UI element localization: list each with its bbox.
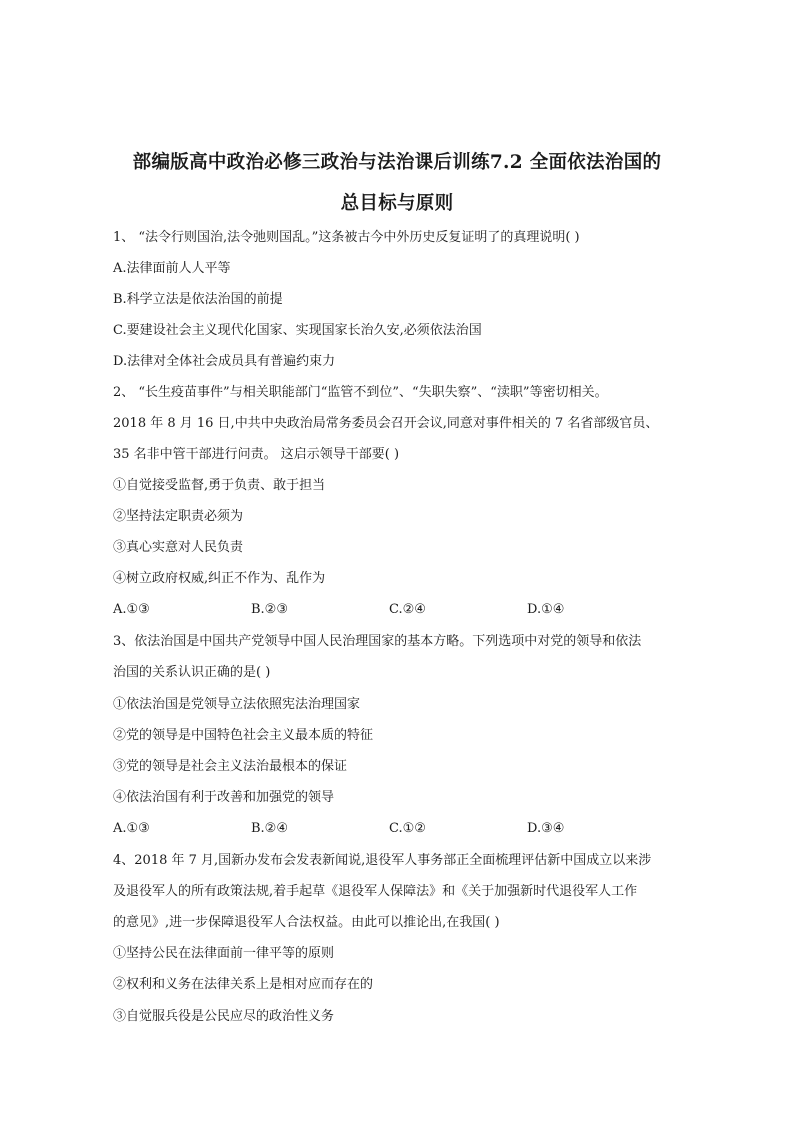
question-2-choice-d: D.①④ — [527, 602, 565, 617]
question-2-stem-line-3: 35 名非中管干部进行问责。 这启示领导干部要( ) — [113, 447, 400, 462]
question-4-stem-line-1: 4、2018 年 7 月,国新办发布会发表新闻说,退役军人事务部正全面梳理评估新中国成立以来涉 — [113, 853, 652, 868]
question-3-choice-c: C.①② — [389, 821, 426, 836]
question-3-statement-3: ③党的领导是社会主义法治最根本的保证 — [113, 759, 348, 774]
question-3-statement-1: ①依法治国是党领导立法依照宪法治理国家 — [113, 697, 361, 712]
question-2-stem-line-1: 2、 “长生疫苗事件”与相关职能部门“监管不到位”、“失职失察”、“渎职”等密切相关。 — [113, 385, 608, 400]
question-3-choice-a: A.①③ — [113, 821, 150, 836]
document-title-line-2: 总目标与原则 — [340, 193, 454, 214]
question-2-statement-3: ③真心实意对人民负责 — [113, 540, 244, 555]
question-2-statement-1: ①自觉接受监督,勇于负责、敢于担当 — [113, 478, 326, 493]
question-3-choice-d: D.③④ — [527, 821, 565, 836]
document-title-line-1: 部编版高中政治必修三政治与法治课后训练7.2 全面依法治国的 — [132, 152, 662, 173]
question-2-choice-b: B.②③ — [251, 602, 288, 617]
question-3-stem-line-1: 3、依法治国是中国共产党领导中国人民治理国家的基本方略。下列选项中对党的领导和依法 — [113, 634, 642, 649]
question-3-stem-line-2: 治国的关系认识正确的是( ) — [113, 665, 271, 680]
question-4-stem-line-2: 及退役军人的所有政策法规,着手起草《退役军人保障法》和《关于加强新时代退役军人工作 — [113, 884, 638, 899]
question-2-statement-2: ②坚持法定职责必须为 — [113, 509, 244, 524]
question-4-statement-3: ③自觉服兵役是公民应尽的政治性义务 — [113, 1009, 335, 1024]
question-3-statement-2: ②党的领导是中国特色社会主义最本质的特征 — [113, 728, 374, 743]
question-4-statement-1: ①坚持公民在法律面前一律平等的原则 — [113, 946, 335, 961]
question-2-choice-a: A.①③ — [113, 602, 150, 617]
question-2-stem-line-2: 2018 年 8 月 16 日,中共中央政治局常务委员会召开会议,同意对事件相关的 7 名省部级官员、 — [113, 416, 659, 431]
question-1-option-b: B.科学立法是依法治国的前提 — [113, 292, 283, 307]
question-3-statement-4: ④依法治国有利于改善和加强党的领导 — [113, 790, 335, 805]
question-2-statement-4: ④树立政府权威,纠正不作为、乱作为 — [113, 571, 326, 586]
question-1-option-c: C.要建设社会主义现代化国家、实现国家长治久安,必须依法治国 — [113, 323, 482, 338]
question-1-option-a: A.法律面前人人平等 — [113, 261, 231, 276]
question-1-option-d: D.法律对全体社会成员具有普遍约束力 — [113, 354, 336, 369]
question-1-stem: 1、 “法令行则国治,法令弛则国乱。”这条被古今中外历史反复证明了的真理说明( ) — [113, 230, 580, 245]
question-4-stem-line-3: 的意见》,进一步保障退役军人合法权益。由此可以推论出,在我国( ) — [113, 915, 500, 930]
question-4-statement-2: ②权利和义务在法律关系上是相对应而存在的 — [113, 977, 374, 992]
question-2-choice-c: C.②④ — [389, 602, 426, 617]
question-3-choice-b: B.②④ — [251, 821, 288, 836]
